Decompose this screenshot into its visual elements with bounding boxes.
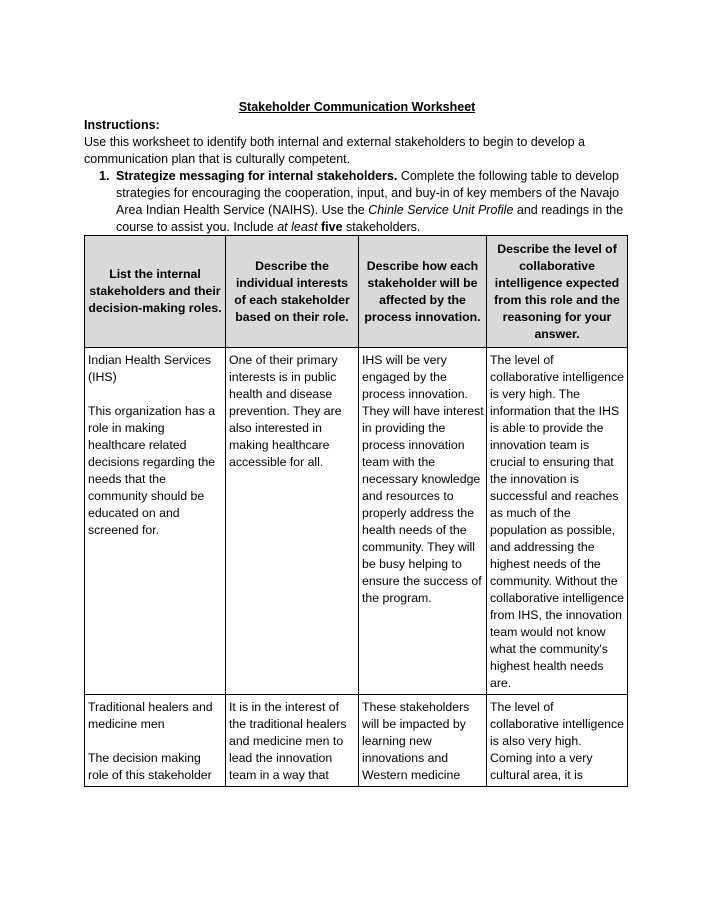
cell-stakeholder <box>85 348 226 695</box>
list-item-text-3: stakeholders. <box>342 220 421 234</box>
list-item-text-1: Complete the following table to develop strategies for encouraging the cooperation, input, and buy-in of key members of the Navajo Area Indian Health Service (NAIHS). Use the <box>116 169 620 217</box>
table-row <box>85 348 628 695</box>
profile-reference: Chinle Service Unit Profile <box>368 203 514 217</box>
instructions-text: Use this worksheet to identify both internal and external stakeholders to begin to develop a communication plan that is culturally competent. <box>84 135 586 166</box>
header-stakeholders: List the internal stakeholders and their decision-making roles. <box>85 236 226 348</box>
table-row <box>85 695 628 787</box>
table-header-row <box>85 236 628 348</box>
cell-affected: IHS will be very engaged by the process innovation. They will have interest in providing the process innovation team with the necessary knowledge and resources to properly address the health needs of the community. They will be busy helping to ensure the success of the program. <box>359 348 487 695</box>
cell-interests: One of their primary interests is in public health and disease prevention. They are also interested in making healthcare accessible for all. <box>226 348 359 695</box>
cell-affected: These stakeholders will be impacted by learning new innovations and Western medicine <box>359 695 487 787</box>
stakeholder-role: The decision making role of this stakeholder <box>88 751 212 782</box>
instructions-heading: Instructions: <box>84 118 160 132</box>
list-item-bold: Strategize messaging for internal stakeholders. <box>116 169 398 183</box>
cell-collaborative-intelligence: The level of collaborative intelligence is also very high. Coming into a very cultural area, it is <box>487 695 628 787</box>
stakeholder-table <box>84 235 628 787</box>
list-item-text-2: and readings in the course to assist you. Include <box>116 203 624 234</box>
list-item-text <box>99 168 629 236</box>
cell-collaborative-intelligence: The level of collaborative intelligence is very high. The information that the IHS is able to provide the innovation team is crucial to ensuring that the innovation is successful and reaches as much of the population as possible, and addressing the highest needs of the community. Without the collaborative intelligence from IHS, the innovation team would not know what the community's highest health needs are. <box>487 348 628 695</box>
header-collaborative-intelligence: Describe the level of collaborative intelligence expected from this role and the reasoning for your answer. <box>487 236 628 348</box>
list-item <box>99 168 629 236</box>
list-number: 1. <box>99 169 110 183</box>
header-affected: Describe how each stakeholder will be affected by the process innovation. <box>359 236 487 348</box>
document-title: Stakeholder Communication Worksheet <box>238 100 476 114</box>
stakeholder-name: Traditional healers and medicine men <box>88 700 213 731</box>
at-least-emphasis: at least <box>277 220 318 234</box>
stakeholder-role: This organization has a role in making healthcare related decisions regarding the needs that the community should be educated on and screened for. <box>88 404 216 537</box>
five-emphasis: five <box>321 220 343 234</box>
stakeholder-name: Indian Health Services (IHS) <box>88 353 212 384</box>
cell-stakeholder <box>85 695 226 787</box>
cell-interests: It is in the interest of the traditional healers and medicine men to lead the innovation team in a way that <box>226 695 359 787</box>
header-interests: Describe the individual interests of each stakeholder based on their role. <box>226 236 359 348</box>
